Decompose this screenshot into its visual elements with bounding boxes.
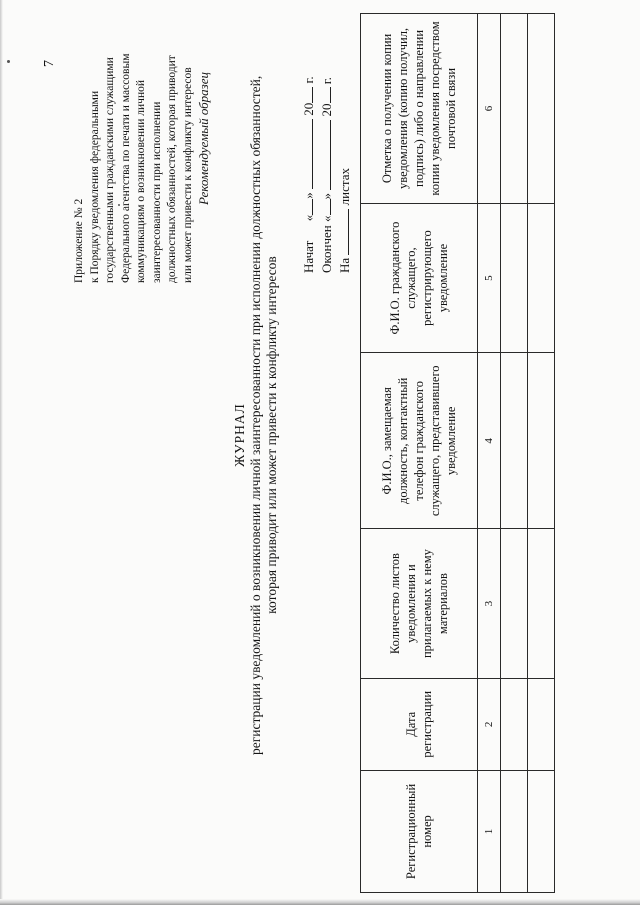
appendix-note: [72, 3, 196, 283]
empty-cell: [501, 14, 528, 204]
year-blank: [312, 87, 313, 103]
header-submitter: Ф.И.О., замещаемая должность, контактный телефон гражданского служащего, представившего уведомление: [361, 353, 478, 529]
column-number: 4: [478, 353, 501, 529]
empty-cell: [528, 678, 555, 770]
day-blank: [312, 199, 313, 215]
appendix-line: Федерального агентства по печати и массовым: [119, 53, 132, 283]
quote-open: «: [301, 214, 316, 222]
date-started-row: [300, 76, 318, 273]
day-blank: [330, 199, 331, 215]
header-copy-mark: Отметка о получении копии уведомления (копию получил, подпись) либо о направлении копии уведомления посредством почтовой связи: [361, 14, 478, 204]
year-suffix: г.: [301, 76, 316, 84]
appendix-line: Приложение № 2: [73, 198, 85, 283]
table-header-row: [361, 14, 478, 893]
journal-dates: [300, 76, 354, 273]
appendix-line: или может привести к конфликту интересов: [181, 67, 194, 283]
quote-close: »: [319, 192, 334, 200]
header-registration-date: Дата регистрации: [361, 678, 478, 770]
sample-note: Рекомендуемый образец: [196, 71, 211, 205]
header-registrar: Ф.И.О. гражданского служащего, регистрирующего уведомление: [361, 203, 478, 352]
journal-subtitle-line: которая приводит или может привести к конфликту интересов: [264, 256, 279, 614]
appendix-line: коммуникациям о возникновении личной: [135, 79, 147, 283]
year-blank: [330, 87, 331, 103]
empty-cell: [528, 770, 555, 892]
empty-cell: [501, 353, 528, 529]
quote-close: »: [301, 192, 316, 199]
month-blank: [330, 120, 331, 190]
header-sheet-count: Количество листов уведомления и прилагаемых к нему материалов: [361, 529, 478, 678]
sheets-on-label: На: [337, 257, 352, 273]
page-number: 7: [42, 60, 57, 67]
sheets-label: листах: [337, 168, 352, 206]
empty-cell: [501, 678, 528, 770]
empty-cell: [501, 203, 528, 352]
date-ended-label: Окончен: [319, 225, 334, 273]
column-number: 5: [478, 203, 501, 352]
year-suffix: г.: [319, 77, 334, 85]
sheets-blank: [348, 209, 349, 255]
column-number: 6: [478, 14, 501, 204]
column-number: 3: [478, 529, 501, 678]
date-ended-row: [318, 76, 336, 273]
header-registration-number: Регистрационный номер: [361, 770, 478, 892]
table-row: [528, 14, 555, 893]
table-row: [501, 14, 528, 893]
appendix-line: должностных обязанностей, которая приводит: [166, 55, 178, 283]
column-number: 2: [478, 678, 501, 770]
column-number: 1: [478, 770, 501, 892]
empty-cell: [528, 529, 555, 678]
year-prefix: 20: [319, 103, 334, 117]
journal-subtitle-line: регистрации уведомлений о возникновении личной заинтересованности при исполнении должностных обязанностей,: [248, 75, 263, 755]
empty-cell: [528, 353, 555, 529]
year-prefix: 20: [301, 102, 316, 116]
journal-table: [360, 13, 555, 893]
appendix-line: государственными гражданскими служащими: [104, 57, 116, 283]
column-number-row: [478, 14, 501, 893]
empty-cell: [528, 203, 555, 352]
month-blank: [312, 119, 313, 189]
appendix-line: заинтересованности при исполнении: [150, 101, 163, 283]
sheets-row: [336, 76, 354, 273]
empty-cell: [501, 770, 528, 892]
empty-cell: [528, 14, 555, 204]
journal-heading: ЖУРНАЛ: [232, 403, 247, 467]
date-started-label: Начат: [301, 240, 316, 273]
appendix-line: к Порядку уведомления федеральными: [88, 90, 101, 283]
empty-cell: [501, 529, 528, 678]
journal-title: [232, 75, 280, 755]
quote-open: «: [319, 215, 334, 222]
